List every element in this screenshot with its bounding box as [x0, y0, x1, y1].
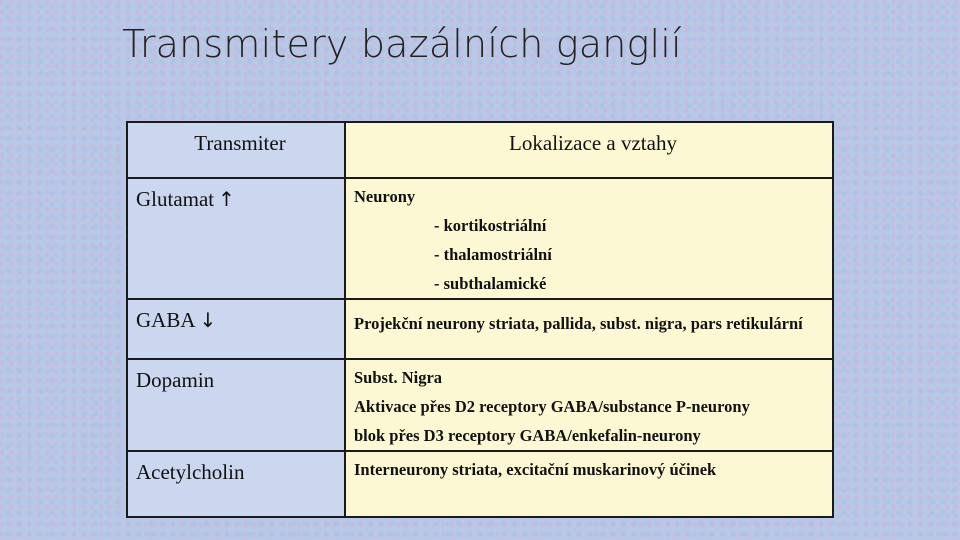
arrow-down-icon: ↓: [199, 308, 217, 332]
description-line: Aktivace přes D2 receptory GABA/substance P-neurony: [354, 397, 750, 416]
transmitter-description: [345, 359, 833, 451]
header-localization: Lokalizace a vztahy: [345, 122, 833, 178]
description-text: Projekční neurony striata, pallida, subst. nigra, pars retikulární: [354, 314, 803, 333]
transmitter-label: Acetylcholin: [136, 460, 245, 484]
transmitter-label: GABA: [136, 308, 196, 332]
transmitter-name: [127, 451, 345, 517]
description-line: - kortikostriální: [434, 216, 547, 235]
table-row: [127, 359, 833, 451]
description-line: - subthalamické: [434, 274, 547, 293]
transmitter-description: [345, 178, 833, 299]
description-line: blok přes D3 receptory GABA/enkefalin-neurony: [354, 426, 701, 445]
arrow-up-icon: ↑: [218, 187, 235, 211]
transmitter-description: [345, 451, 833, 517]
transmitter-name: [127, 359, 345, 451]
table-row: [127, 299, 833, 359]
transmitter-table: [126, 121, 834, 518]
header-transmitter: Transmiter: [127, 122, 345, 178]
description-line: - thalamostriální: [434, 245, 552, 264]
slide-title: Transmitery bazálních ganglií: [122, 22, 682, 66]
description-line: Subst. Nigra: [354, 368, 443, 387]
table-row: [127, 178, 833, 299]
transmitter-label: Glutamat: [136, 187, 215, 211]
transmitter-name: [127, 299, 345, 359]
transmitter-description: [345, 299, 833, 359]
transmitter-label: Dopamin: [136, 368, 215, 392]
table-row: [127, 451, 833, 517]
table-header-row: [127, 122, 833, 178]
description-line: Neurony: [354, 187, 416, 206]
transmitter-name: [127, 178, 345, 299]
description-text: Interneurony striata, excitační muskarinový účinek: [354, 460, 717, 479]
